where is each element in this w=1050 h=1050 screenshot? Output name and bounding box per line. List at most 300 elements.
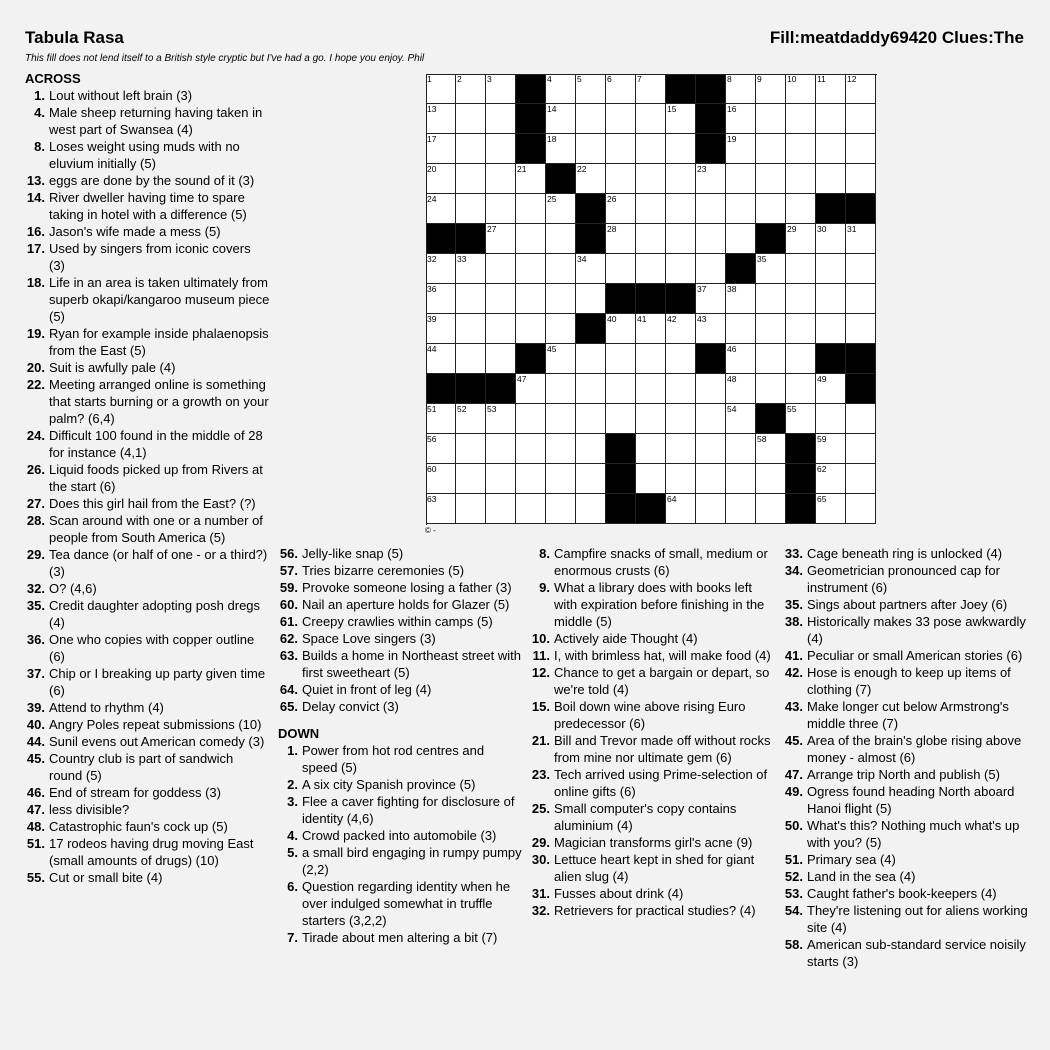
grid-cell[interactable] <box>516 374 546 404</box>
clue-text: Crowd packed into automobile (3) <box>302 828 497 843</box>
grid-cell[interactable] <box>486 134 516 164</box>
down-clue[interactable] <box>783 783 1028 817</box>
grid-cell[interactable] <box>516 404 546 434</box>
across-clue[interactable] <box>25 104 270 138</box>
across-clue[interactable] <box>278 613 523 630</box>
down-clue[interactable] <box>278 929 523 946</box>
clue-text: Actively aide Thought (4) <box>554 631 698 646</box>
grid-cell[interactable] <box>456 164 486 194</box>
grid-cell[interactable] <box>606 344 636 374</box>
across-clue[interactable] <box>25 138 270 172</box>
grid-cell[interactable] <box>756 284 786 314</box>
grid-cell[interactable] <box>426 134 456 164</box>
clue-number: 43 <box>697 314 707 324</box>
clue-number: 51 <box>427 404 437 414</box>
across-clue[interactable] <box>25 223 270 240</box>
grid-cell[interactable] <box>486 344 516 374</box>
grid-cell[interactable] <box>576 434 606 464</box>
grid-cell[interactable] <box>636 164 666 194</box>
grid-cell[interactable] <box>456 314 486 344</box>
grid-cell[interactable] <box>666 344 696 374</box>
clues-column-3 <box>530 545 775 919</box>
credits: Fill:meatdaddy69420 Clues:The <box>769 28 1024 47</box>
grid-cell[interactable] <box>606 224 636 254</box>
grid-cell[interactable] <box>666 404 696 434</box>
grid-cell[interactable] <box>786 344 816 374</box>
grid-cell[interactable] <box>846 134 876 164</box>
clue-text: Magician transforms girl's acne (9) <box>554 835 753 850</box>
grid-cell[interactable] <box>846 434 876 464</box>
clue-number: 52 <box>457 404 467 414</box>
grid-cell[interactable] <box>486 254 516 284</box>
grid-cell[interactable] <box>576 374 606 404</box>
across-clue[interactable] <box>25 325 270 359</box>
grid-cell[interactable] <box>456 254 486 284</box>
grid-cell[interactable] <box>696 194 726 224</box>
grid-cell[interactable] <box>666 164 696 194</box>
grid-cell[interactable] <box>696 314 726 344</box>
grid-cell[interactable] <box>726 164 756 194</box>
across-clue[interactable] <box>25 716 270 733</box>
clue-number: 40 <box>607 314 617 324</box>
grid-cell[interactable] <box>606 404 636 434</box>
down-clue[interactable] <box>278 793 523 827</box>
grid-cell[interactable] <box>426 74 456 104</box>
grid-cell[interactable] <box>846 74 876 104</box>
grid-cell[interactable] <box>816 404 846 434</box>
down-clue[interactable] <box>278 827 523 844</box>
grid-cell[interactable] <box>426 164 456 194</box>
clue-number: 49 <box>817 374 827 384</box>
grid-cell[interactable] <box>816 284 846 314</box>
grid-cell[interactable] <box>426 404 456 434</box>
grid-cell[interactable] <box>606 254 636 284</box>
grid-cell[interactable] <box>816 314 846 344</box>
grid-cell[interactable] <box>756 434 786 464</box>
grid-cell[interactable] <box>726 74 756 104</box>
grid-cell[interactable] <box>636 404 666 434</box>
grid-cell[interactable] <box>726 374 756 404</box>
across-clue[interactable] <box>25 512 270 546</box>
grid-cell[interactable] <box>666 464 696 494</box>
grid-cell[interactable] <box>786 134 816 164</box>
grid-cell[interactable] <box>726 224 756 254</box>
grid-cell[interactable] <box>786 254 816 284</box>
grid-cell[interactable] <box>756 74 786 104</box>
grid-cell[interactable] <box>576 464 606 494</box>
grid-cell[interactable] <box>486 404 516 434</box>
grid-cell[interactable] <box>576 104 606 134</box>
grid-cell[interactable] <box>816 494 846 524</box>
grid-cell[interactable] <box>696 434 726 464</box>
grid-cell[interactable] <box>636 374 666 404</box>
down-clue[interactable] <box>278 742 523 776</box>
clue-number: 19. <box>26 326 45 341</box>
grid-cell[interactable] <box>696 164 726 194</box>
down-clue[interactable] <box>783 885 1028 902</box>
grid-cell[interactable] <box>606 374 636 404</box>
grid-cell[interactable] <box>546 104 576 134</box>
clue-number: 11 <box>817 74 826 84</box>
across-clue[interactable] <box>25 597 270 631</box>
across-clue[interactable] <box>25 784 270 801</box>
grid-cell[interactable] <box>756 314 786 344</box>
grid-cell[interactable] <box>576 164 606 194</box>
grid-cell[interactable] <box>636 344 666 374</box>
grid-cell[interactable] <box>756 134 786 164</box>
clue-number: 27. <box>26 496 45 511</box>
clue-number: 26 <box>607 194 617 204</box>
grid-cell[interactable] <box>546 224 576 254</box>
grid-cell[interactable] <box>426 284 456 314</box>
grid-cell[interactable] <box>756 374 786 404</box>
across-clue[interactable] <box>278 630 523 647</box>
grid-cell[interactable] <box>786 164 816 194</box>
grid-block <box>546 164 576 194</box>
grid-cell[interactable] <box>816 374 846 404</box>
grid-cell[interactable] <box>816 464 846 494</box>
grid-cell[interactable] <box>816 224 846 254</box>
grid-cell[interactable] <box>606 74 636 104</box>
grid-cell[interactable] <box>636 464 666 494</box>
clue-number: 63 <box>427 494 437 504</box>
across-clue[interactable] <box>25 818 270 835</box>
grid-cell[interactable] <box>486 314 516 344</box>
grid-cell[interactable] <box>576 134 606 164</box>
across-clue[interactable] <box>278 698 523 715</box>
grid-cell[interactable] <box>696 374 726 404</box>
grid-cell[interactable] <box>516 434 546 464</box>
down-clue[interactable] <box>783 562 1028 596</box>
across-clue[interactable] <box>25 495 270 512</box>
grid-cell[interactable] <box>516 284 546 314</box>
clue-number: 54. <box>784 903 803 918</box>
grid-cell[interactable] <box>516 254 546 284</box>
across-clue[interactable] <box>25 835 270 869</box>
down-clue[interactable] <box>783 647 1028 664</box>
grid-cell[interactable] <box>696 284 726 314</box>
grid-cell[interactable] <box>846 104 876 134</box>
grid-cell[interactable] <box>726 434 756 464</box>
across-clue[interactable] <box>25 546 270 580</box>
grid-cell[interactable] <box>726 494 756 524</box>
across-clue[interactable] <box>25 461 270 495</box>
grid-cell[interactable] <box>426 254 456 284</box>
grid-cell[interactable] <box>426 314 456 344</box>
grid-cell[interactable] <box>756 254 786 284</box>
grid-cell[interactable] <box>726 194 756 224</box>
grid-cell[interactable] <box>426 104 456 134</box>
grid-cell[interactable] <box>546 344 576 374</box>
down-clue[interactable] <box>530 851 775 885</box>
grid-cell[interactable] <box>696 494 726 524</box>
clue-text: Builds a home in Northeast street with first sweetheart (5) <box>302 648 521 680</box>
grid-cell[interactable] <box>726 104 756 134</box>
grid-cell[interactable] <box>636 104 666 134</box>
across-clue[interactable] <box>25 427 270 461</box>
grid-cell[interactable] <box>456 434 486 464</box>
grid-cell[interactable] <box>456 104 486 134</box>
grid-cell[interactable] <box>816 254 846 284</box>
down-clue[interactable] <box>278 878 523 929</box>
grid-cell[interactable] <box>666 194 696 224</box>
grid-cell[interactable] <box>666 134 696 164</box>
grid-cell[interactable] <box>546 374 576 404</box>
grid-cell[interactable] <box>576 344 606 374</box>
grid-cell[interactable] <box>456 464 486 494</box>
grid-cell[interactable] <box>846 314 876 344</box>
grid-cell[interactable] <box>666 104 696 134</box>
grid-cell[interactable] <box>846 464 876 494</box>
across-clue[interactable] <box>25 801 270 818</box>
grid-cell[interactable] <box>516 494 546 524</box>
down-clue[interactable] <box>783 664 1028 698</box>
grid-cell[interactable] <box>696 224 726 254</box>
clue-text: American sub-standard service noisily starts (3) <box>807 937 1026 969</box>
across-clue[interactable] <box>25 665 270 699</box>
across-clue[interactable] <box>278 545 523 562</box>
grid-cell[interactable] <box>666 314 696 344</box>
grid-block <box>696 74 726 104</box>
across-clue[interactable] <box>25 750 270 784</box>
across-clue[interactable] <box>278 681 523 698</box>
down-clue[interactable] <box>530 766 775 800</box>
grid-cell[interactable] <box>786 104 816 134</box>
grid-cell[interactable] <box>486 224 516 254</box>
down-clue[interactable] <box>530 664 775 698</box>
grid-cell[interactable] <box>426 344 456 374</box>
down-clue[interactable] <box>783 851 1028 868</box>
grid-cell[interactable] <box>576 74 606 104</box>
down-clue[interactable] <box>530 545 775 579</box>
clue-text: Meeting arranged online is something that starts burning or a growth on your palm? (6,4) <box>49 377 269 426</box>
grid-cell[interactable] <box>666 224 696 254</box>
grid-cell[interactable] <box>816 434 846 464</box>
grid-cell[interactable] <box>756 104 786 134</box>
grid-cell[interactable] <box>846 254 876 284</box>
grid-cell[interactable] <box>726 284 756 314</box>
across-clue[interactable] <box>25 359 270 376</box>
grid-cell[interactable] <box>456 74 486 104</box>
across-clue[interactable] <box>25 631 270 665</box>
grid-cell[interactable] <box>516 164 546 194</box>
across-clue[interactable] <box>25 580 270 597</box>
grid-cell[interactable] <box>486 164 516 194</box>
grid-cell[interactable] <box>456 284 486 314</box>
grid-cell[interactable] <box>486 74 516 104</box>
grid-cell[interactable] <box>756 194 786 224</box>
grid-cell[interactable] <box>846 224 876 254</box>
across-clue[interactable] <box>25 274 270 325</box>
grid-cell[interactable] <box>636 194 666 224</box>
down-clue[interactable] <box>783 902 1028 936</box>
grid-cell[interactable] <box>846 164 876 194</box>
clue-text: Small computer's copy contains aluminium (4) <box>554 801 737 833</box>
grid-cell[interactable] <box>426 464 456 494</box>
clues-column-4 <box>783 545 1028 970</box>
grid-cell[interactable] <box>456 134 486 164</box>
grid-cell[interactable] <box>486 464 516 494</box>
grid-block <box>666 284 696 314</box>
down-clue[interactable] <box>783 545 1028 562</box>
grid-cell[interactable] <box>576 404 606 434</box>
clue-number: 28. <box>26 513 45 528</box>
grid-cell[interactable] <box>636 224 666 254</box>
down-clue[interactable] <box>783 766 1028 783</box>
grid-cell[interactable] <box>786 374 816 404</box>
grid-cell[interactable] <box>816 134 846 164</box>
grid-cell[interactable] <box>456 194 486 224</box>
grid-cell[interactable] <box>636 434 666 464</box>
grid-cell[interactable] <box>756 344 786 374</box>
down-clue[interactable] <box>530 885 775 902</box>
grid-cell[interactable] <box>486 434 516 464</box>
down-clue[interactable] <box>530 647 775 664</box>
down-clue[interactable] <box>783 596 1028 613</box>
grid-cell[interactable] <box>636 134 666 164</box>
grid-cell[interactable] <box>516 224 546 254</box>
grid-cell[interactable] <box>546 494 576 524</box>
grid-cell[interactable] <box>546 464 576 494</box>
grid-cell[interactable] <box>666 254 696 284</box>
grid-cell[interactable] <box>786 404 816 434</box>
grid-cell[interactable] <box>846 284 876 314</box>
grid-cell[interactable] <box>726 344 756 374</box>
grid-cell[interactable] <box>546 134 576 164</box>
across-clue[interactable] <box>278 562 523 579</box>
grid-block <box>636 284 666 314</box>
clue-text: Delay convict (3) <box>302 699 399 714</box>
down-clue[interactable] <box>783 613 1028 647</box>
grid-cell[interactable] <box>846 494 876 524</box>
across-clue[interactable] <box>278 579 523 596</box>
across-clue[interactable] <box>25 189 270 223</box>
across-list <box>25 87 270 886</box>
down-clue[interactable] <box>530 579 775 630</box>
down-clue[interactable] <box>783 868 1028 885</box>
grid-cell[interactable] <box>606 194 636 224</box>
clue-number: 3. <box>287 794 298 809</box>
grid-cell[interactable] <box>636 254 666 284</box>
grid-cell[interactable] <box>606 104 636 134</box>
grid-cell[interactable] <box>786 224 816 254</box>
grid-cell[interactable] <box>636 314 666 344</box>
grid-cell[interactable] <box>546 404 576 434</box>
grid-cell[interactable] <box>756 494 786 524</box>
down-clue[interactable] <box>278 844 523 878</box>
clue-number: 19 <box>727 134 737 144</box>
grid-cell[interactable] <box>546 74 576 104</box>
grid-cell[interactable] <box>816 164 846 194</box>
grid-cell[interactable] <box>516 194 546 224</box>
down-clue[interactable] <box>783 698 1028 732</box>
grid-cell[interactable] <box>486 494 516 524</box>
grid-cell[interactable] <box>546 254 576 284</box>
grid-cell[interactable] <box>816 104 846 134</box>
grid-cell[interactable] <box>786 194 816 224</box>
clue-number: 20. <box>26 360 45 375</box>
grid-cell[interactable] <box>786 284 816 314</box>
down-clue[interactable] <box>783 936 1028 970</box>
grid-cell[interactable] <box>426 494 456 524</box>
grid-cell[interactable] <box>576 254 606 284</box>
grid-cell[interactable] <box>696 404 726 434</box>
grid-cell[interactable] <box>606 134 636 164</box>
grid-cell[interactable] <box>486 194 516 224</box>
grid-cell[interactable] <box>516 314 546 344</box>
down-clue[interactable] <box>530 732 775 766</box>
grid-cell[interactable] <box>576 494 606 524</box>
grid-cell[interactable] <box>426 434 456 464</box>
grid-cell[interactable] <box>456 494 486 524</box>
grid-cell[interactable] <box>666 494 696 524</box>
clue-text: Primary sea (4) <box>807 852 896 867</box>
across-clue[interactable] <box>25 87 270 104</box>
grid-cell[interactable] <box>546 194 576 224</box>
grid-cell[interactable] <box>546 284 576 314</box>
down-clue[interactable] <box>783 817 1028 851</box>
down-clue[interactable] <box>783 732 1028 766</box>
grid-cell[interactable] <box>756 164 786 194</box>
clue-number: 22. <box>26 377 45 392</box>
grid-cell[interactable] <box>846 404 876 434</box>
grid-cell[interactable] <box>756 464 786 494</box>
across-clue[interactable] <box>25 376 270 427</box>
down-clue[interactable] <box>530 630 775 647</box>
down-clue[interactable] <box>278 776 523 793</box>
down-clue[interactable] <box>530 834 775 851</box>
grid-cell[interactable] <box>486 104 516 134</box>
grid-cell[interactable] <box>636 74 666 104</box>
grid-cell[interactable] <box>666 374 696 404</box>
grid-cell[interactable] <box>426 194 456 224</box>
grid-cell[interactable] <box>606 164 636 194</box>
across-clue[interactable] <box>25 733 270 750</box>
grid-cell[interactable] <box>546 314 576 344</box>
grid-cell[interactable] <box>606 314 636 344</box>
grid-cell[interactable] <box>456 404 486 434</box>
grid-cell[interactable] <box>726 134 756 164</box>
clue-number: 2 <box>457 74 462 84</box>
grid-cell[interactable] <box>726 404 756 434</box>
grid-cell[interactable] <box>786 74 816 104</box>
grid-cell[interactable] <box>816 74 846 104</box>
grid-cell[interactable] <box>486 284 516 314</box>
grid-cell[interactable] <box>516 464 546 494</box>
grid-cell[interactable] <box>786 314 816 344</box>
down-clue[interactable] <box>530 902 775 919</box>
grid-cell[interactable] <box>666 434 696 464</box>
grid-cell[interactable] <box>576 284 606 314</box>
clue-number: 29. <box>531 835 550 850</box>
across-clue[interactable] <box>278 647 523 681</box>
grid-cell[interactable] <box>546 434 576 464</box>
grid-cell[interactable] <box>726 464 756 494</box>
across-clue[interactable] <box>25 869 270 886</box>
clue-number: 18. <box>26 275 45 290</box>
grid-cell[interactable] <box>696 254 726 284</box>
across-clue[interactable] <box>25 240 270 274</box>
grid-cell[interactable] <box>456 344 486 374</box>
across-clue[interactable] <box>25 699 270 716</box>
grid-cell[interactable] <box>726 314 756 344</box>
down-clue[interactable] <box>530 698 775 732</box>
clue-number: 59 <box>817 434 827 444</box>
across-clue[interactable] <box>278 596 523 613</box>
across-clue[interactable] <box>25 172 270 189</box>
grid-cell[interactable] <box>696 464 726 494</box>
down-clue[interactable] <box>530 800 775 834</box>
